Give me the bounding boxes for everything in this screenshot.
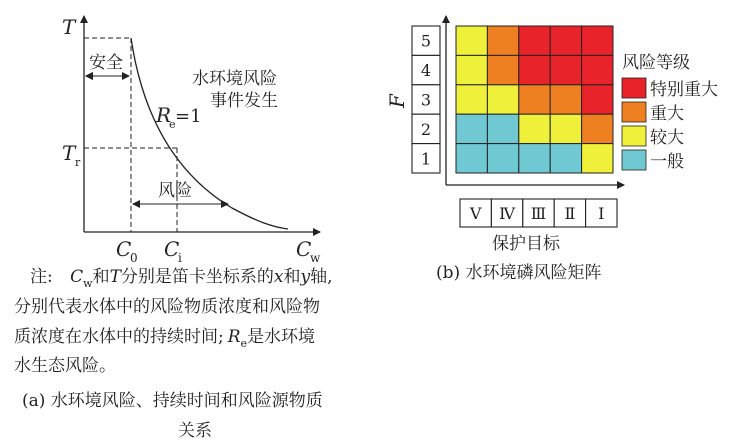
target-boxes	[460, 199, 617, 227]
risk-label: 风险	[158, 181, 192, 201]
re-curve	[131, 38, 288, 229]
panel-b-matrix	[412, 16, 718, 227]
legend-label: 重大	[650, 104, 684, 124]
risk-cell	[487, 26, 518, 55]
risk-cell	[487, 144, 518, 173]
target-label: Ⅱ	[564, 204, 576, 223]
legend-swatch	[622, 150, 646, 170]
f-row-label: 1	[420, 149, 432, 169]
re-eq: =1	[175, 106, 202, 127]
target-label: Ⅲ	[530, 204, 547, 223]
risk-cell	[456, 55, 487, 84]
legend-label: 特别重大	[650, 80, 718, 100]
risk-cell	[550, 114, 581, 143]
note-re-sub: e	[240, 337, 248, 350]
risk-cell	[582, 26, 613, 55]
note-prefix: 注:	[30, 267, 53, 287]
panel-a-plot	[84, 16, 320, 232]
f-row-label: 4	[420, 61, 432, 81]
risk-cell	[582, 144, 613, 173]
legend-swatch	[622, 126, 646, 146]
risk-cell	[519, 144, 550, 173]
risk-cell	[550, 26, 581, 55]
f-row-boxes	[412, 26, 440, 173]
note-x: x	[273, 267, 284, 287]
note-line1	[30, 267, 333, 290]
caption-b: (b) 水环境磷风险矩阵	[436, 263, 602, 283]
note-cw-c: C	[70, 267, 84, 287]
tr-label: T	[62, 141, 76, 165]
risk-cell	[487, 85, 518, 114]
event-line2: 事件发生	[210, 91, 278, 111]
legend-label: 较大	[650, 128, 684, 148]
note-y: y	[300, 267, 311, 287]
risk-grid	[456, 26, 613, 173]
risk-cell	[487, 55, 518, 84]
note-l1-p4: 轴,	[310, 267, 333, 287]
legend	[622, 78, 718, 172]
note-t: T	[109, 267, 121, 287]
risk-cell	[519, 114, 550, 143]
risk-cell	[456, 114, 487, 143]
cw-label: C	[296, 237, 312, 261]
risk-cell	[582, 85, 613, 114]
f-row-label: 5	[420, 31, 432, 51]
note-l3-p2: 是水环境	[247, 327, 316, 347]
risk-cell	[582, 114, 613, 143]
ci-sub: i	[178, 251, 182, 265]
risk-cell	[582, 55, 613, 84]
risk-cell	[487, 114, 518, 143]
f-axis-label: F	[385, 94, 409, 108]
risk-cell	[519, 85, 550, 114]
note-re-r: R	[227, 327, 241, 347]
note-line2: 分别代表水体中的风险物质浓度和风险物	[14, 297, 320, 317]
f-row-label: 2	[420, 119, 432, 139]
risk-cell	[519, 55, 550, 84]
c0-label: C	[116, 237, 132, 261]
caption-a-line2: 关系	[178, 421, 212, 441]
legend-swatch	[622, 102, 646, 122]
target-label: Ⅳ	[499, 204, 516, 223]
x-title: 保护目标	[492, 234, 560, 254]
note-l3-p1: 质浓度在水体中的持续时间;	[14, 327, 224, 347]
legend-title: 风险等级	[622, 53, 690, 73]
legend-label: 一般	[650, 152, 684, 172]
risk-cell	[456, 26, 487, 55]
note-cw-sub: w	[83, 277, 93, 290]
note-line3	[14, 327, 315, 350]
ci-label: C	[164, 237, 180, 261]
risk-cell	[550, 55, 581, 84]
tr-sub: r	[75, 156, 81, 169]
re-label: R	[156, 103, 172, 127]
cw-sub: w	[310, 251, 321, 265]
note-l1-p1: 和	[92, 267, 110, 287]
risk-cell	[550, 144, 581, 173]
safe-label: 安全	[89, 53, 123, 73]
risk-cell	[550, 85, 581, 114]
note-line4: 水生态风险。	[14, 356, 116, 376]
note-l1-p2: 分别是笛卡坐标系的	[120, 267, 274, 287]
event-line1: 水环境风险	[192, 69, 277, 89]
f-row-label: 3	[420, 90, 432, 110]
target-label: Ⅰ	[598, 204, 605, 223]
risk-cell	[456, 144, 487, 173]
c0-sub: 0	[130, 251, 138, 265]
caption-a-line1: (a) 水环境风险、持续时间和风险源物质	[22, 391, 323, 411]
note-l1-p3: 和	[283, 267, 301, 287]
risk-cell	[519, 26, 550, 55]
note-block	[14, 267, 333, 376]
target-label: Ⅴ	[469, 204, 482, 223]
legend-swatch	[622, 78, 646, 98]
risk-cell	[456, 85, 487, 114]
axis-y-label: T	[62, 15, 76, 39]
re-sub: e	[169, 118, 176, 131]
